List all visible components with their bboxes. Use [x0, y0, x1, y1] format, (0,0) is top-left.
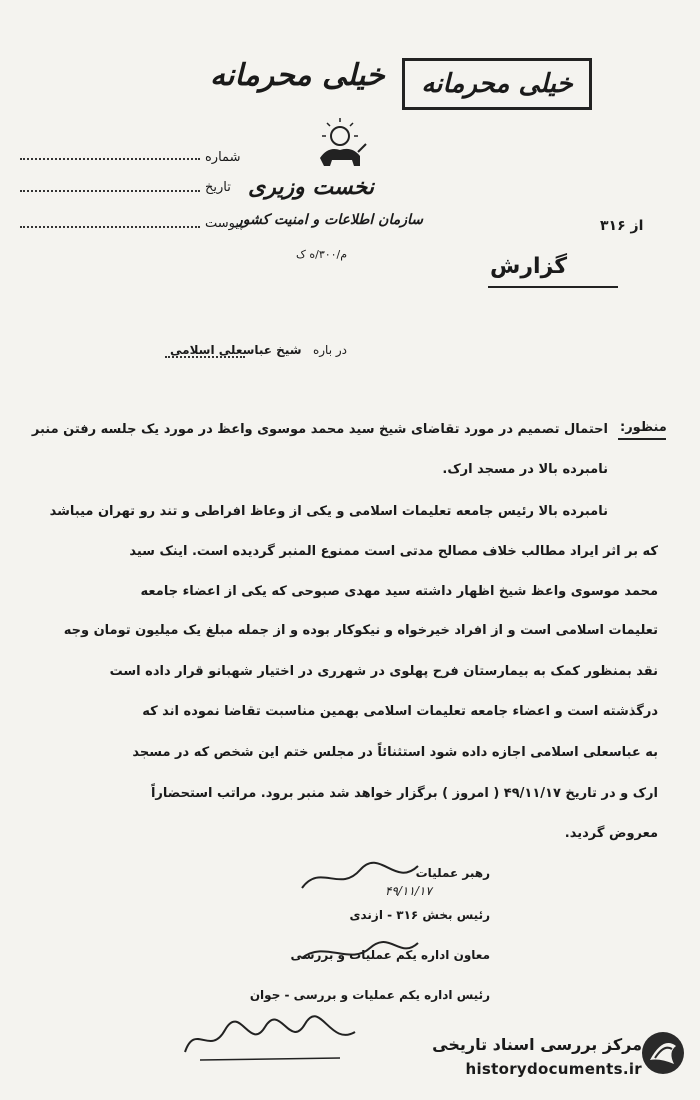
subject-dots — [165, 356, 245, 358]
classification-stamp: خیلی محرمانه — [402, 58, 592, 110]
field-number-dots — [20, 158, 200, 160]
from-number: از ۳۱۶ — [600, 218, 644, 234]
body-line-9: به عباسعلی اسلامی اجازه داده شود استثنائاً در مجلس ختم این شخص که در مسجد — [132, 745, 658, 760]
signature-section-head: رئیس بخش ۳۱۶ - ازندی — [349, 908, 490, 922]
handwritten-annotation-icon — [180, 1012, 360, 1062]
body-line-1: احتمال تصمیم در مورد تقاضای شیخ سید محمد موسوی واعظ در مورد یک جلسه رفتن منبر — [31, 422, 608, 437]
signature-scribble-2-icon — [300, 938, 420, 968]
body-line-8: درگذشته است و اعضاء جامعه تعلیمات اسلامی بهمین مناسبت تقاضا نموده اند که — [142, 704, 658, 719]
org-reference-code: م/۳۰۰/ه ک — [296, 248, 348, 261]
subject-value: شیخ عباسعلی اسلامی — [170, 343, 302, 357]
org-name-secondary: سازمان اطلاعات و امنیت کشور — [236, 212, 423, 228]
subject-line — [170, 343, 347, 357]
body-line-10: ارک و در تاریخ ۴۹/۱۱/۱۷ ( امروز ) برگزار خواهد شد منبر برود. مراتب استحضاراً — [150, 786, 658, 801]
field-attachment-label: پیوست — [205, 216, 243, 231]
field-date-dots — [20, 190, 200, 192]
body-line-2: نامبرده بالا در مسجد ارک. — [442, 462, 608, 477]
topic-label: منظور: — [620, 420, 667, 435]
handwritten-classification: خیلی محرمانه — [210, 58, 385, 93]
signature-director: رئیس اداره یکم عملیات و بررسی - جوان — [249, 988, 490, 1002]
field-attachment-dots — [20, 226, 200, 228]
field-number-label: شماره — [205, 150, 241, 165]
archive-logo-icon — [640, 1030, 686, 1076]
signature-operations-lead: رهبر عملیات — [415, 866, 490, 880]
archive-url: historydocuments.ir — [465, 1060, 642, 1078]
subject-label: در باره — [312, 343, 347, 357]
handwritten-date: ۴۹/۱۱/۱۷ — [385, 884, 432, 898]
org-name-primary: نخست وزیری — [248, 174, 374, 200]
body-line-7: نقد بمنظور کمک به بیمارستان فرح پهلوی در شهرری در اختیار شهبانو قرار داده است — [109, 664, 658, 679]
body-line-3: نامبرده بالا رئیس جامعه تعلیمات اسلامی و یکی از وعاظ افراطی و تند رو تهران میباشد — [49, 504, 608, 519]
lion-sun-emblem-icon — [310, 116, 370, 176]
body-line-4: که بر اثر ایراد مطالب خلاف مصالح مدتی است ممنوع المنبر گردیده است. اینک سید — [129, 544, 658, 559]
archive-name: مرکز بررسی اسناد تاریخی — [432, 1035, 642, 1054]
report-title-underline — [488, 286, 618, 288]
signature-deputy: معاون اداره یکم عملیات و بررسی — [290, 948, 490, 962]
body-line-5: محمد موسوی واعظ شیخ اظهار داشته سید مهدی صبوحی که یکی از اعضاء جامعه — [140, 584, 658, 599]
topic-underline — [618, 438, 666, 440]
report-title: گزارش — [490, 254, 568, 279]
body-line-11: معروض گردید. — [564, 826, 658, 841]
body-line-6: تعلیمات اسلامی است و از افراد خیرخواه و نیکوکار بوده و از جمله مبلغ یک میلیون تومان وجه — [63, 623, 658, 638]
field-date-label: تاریخ — [205, 180, 231, 195]
